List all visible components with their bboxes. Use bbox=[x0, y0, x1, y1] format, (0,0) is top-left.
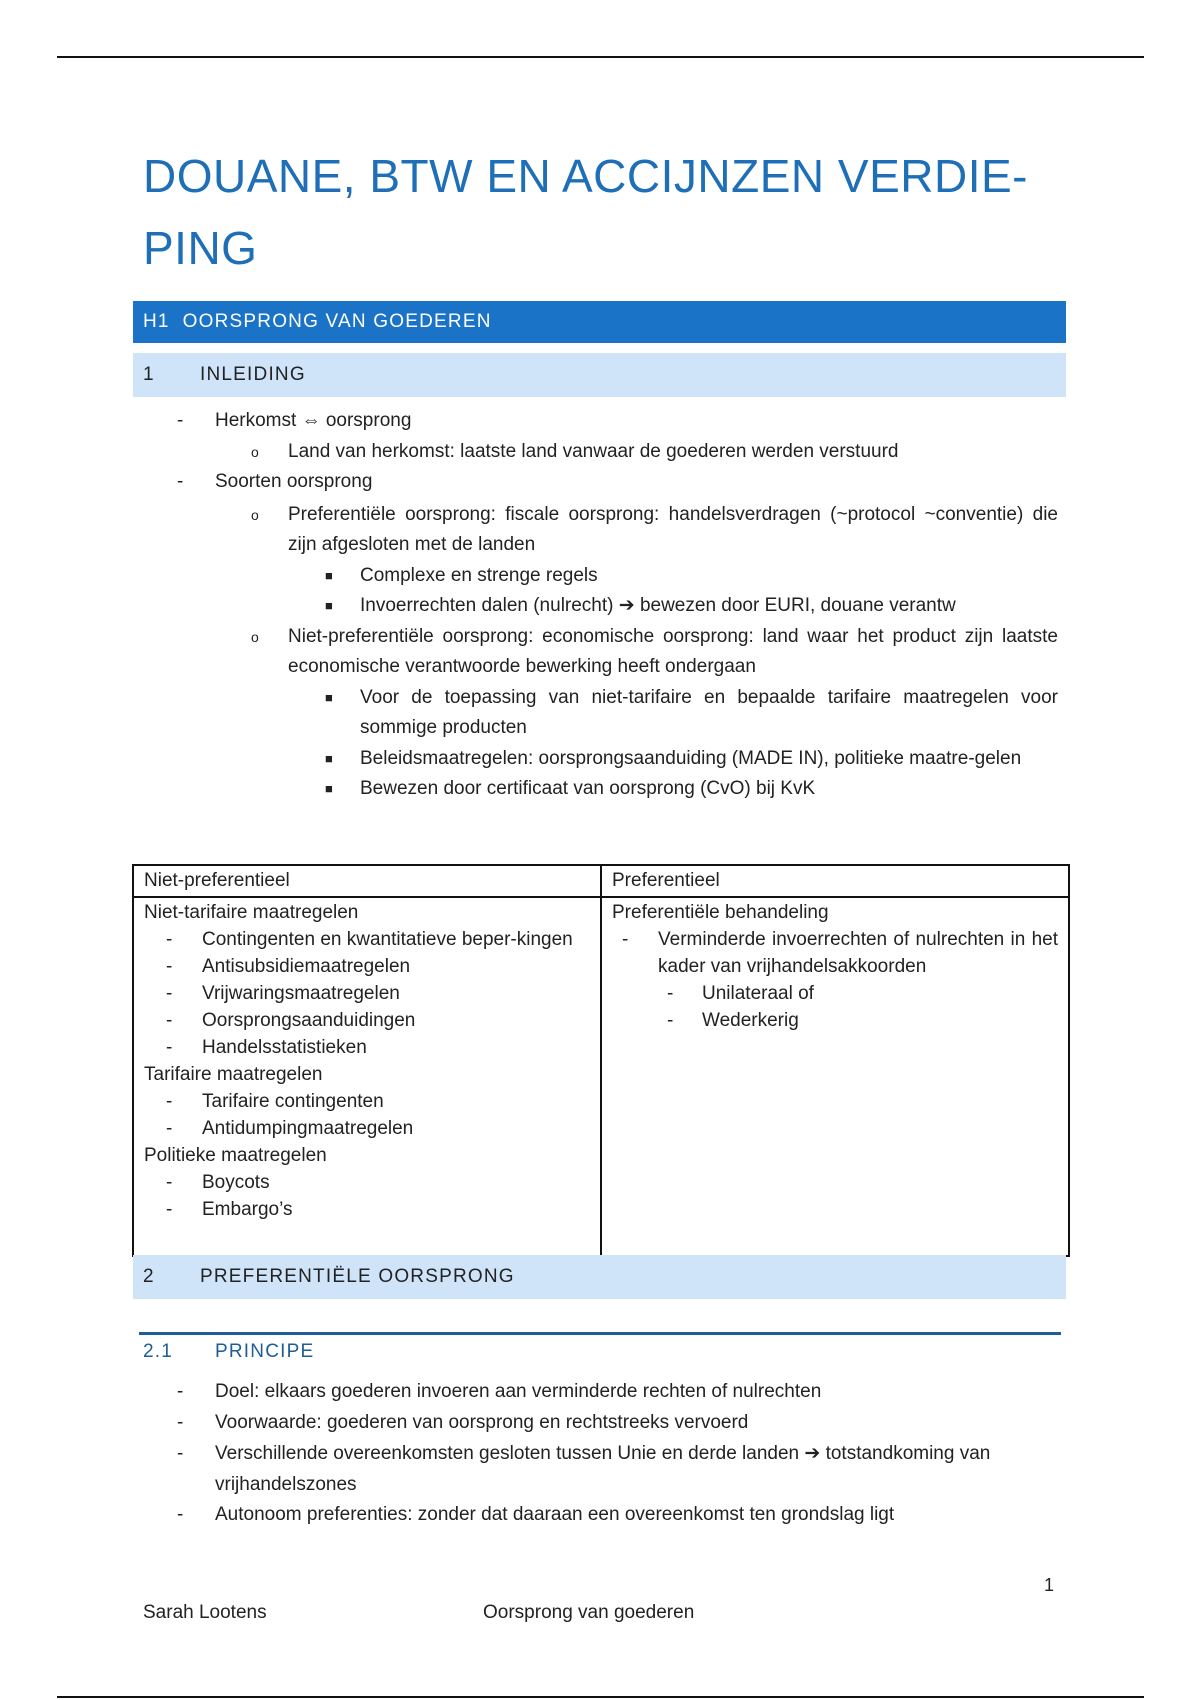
section1-list bbox=[143, 406, 1058, 805]
subsection-heading bbox=[143, 1337, 315, 1367]
table-group-heading: Niet-tarifaire maatregelen bbox=[144, 902, 359, 923]
dash-bullet: - bbox=[177, 1504, 184, 1525]
section-number: 1 bbox=[143, 364, 155, 385]
square-bullet: ■ bbox=[325, 781, 333, 796]
square-bullet: ■ bbox=[325, 567, 333, 583]
table-list-item: - Embargo’s bbox=[166, 1199, 293, 1220]
list-item: - Soorten oorsprong bbox=[143, 467, 1058, 498]
footer-topic: Oorsprong van goederen bbox=[483, 1602, 695, 1623]
table-list-item: - Handelsstatistieken bbox=[166, 1037, 367, 1058]
table-header-cell: Niet-preferentieel bbox=[133, 865, 601, 897]
section-title: INLEIDING bbox=[200, 364, 306, 385]
table-group-heading: Tarifaire maatregelen bbox=[144, 1064, 323, 1085]
subsection-number: 2.1 bbox=[143, 1341, 174, 1362]
comparison-table bbox=[132, 864, 1070, 1257]
table-list-item: - Vrijwaringsmaatregelen bbox=[166, 983, 400, 1004]
table-list-item: - Tarifaire contingenten bbox=[166, 1091, 384, 1112]
circle-bullet: o bbox=[251, 506, 259, 523]
dash-bullet: - bbox=[177, 1443, 184, 1464]
list-item: - Verschillende overeenkomsten gesloten tussen Unie en derde landen ➔ totstandkoming van vrijhandelszones bbox=[143, 1439, 1058, 1500]
table-header-row bbox=[133, 865, 1069, 897]
section-number: 2 bbox=[143, 1266, 155, 1287]
table-header-cell: Preferentieel bbox=[601, 865, 1069, 897]
subsection-rule bbox=[139, 1332, 1061, 1335]
chapter-heading bbox=[133, 301, 1066, 343]
table-list-item: - Verminderde invoerrechten of nulrechten in het kader van vrijhandelsakkoorden bbox=[622, 929, 1058, 977]
circle-bullet: o bbox=[251, 628, 259, 645]
list-item: ■ Beleidsmaatregelen: oorsprongsaanduiding (MADE IN), politieke maatre-gelen bbox=[143, 744, 1058, 775]
dash-bullet: - bbox=[177, 410, 184, 431]
table-list-item: - Antidumpingmaatregelen bbox=[166, 1118, 414, 1139]
chapter-heading-label: H1 OORSPRONG VAN GOEDEREN bbox=[143, 311, 492, 332]
table-row bbox=[133, 897, 1069, 1256]
table-list-item: - Wederkerig bbox=[667, 1010, 799, 1031]
subsection-title: PRINCIPE bbox=[215, 1341, 315, 1362]
square-bullet: ■ bbox=[325, 598, 333, 613]
footer-author: Sarah Lootens bbox=[143, 1602, 267, 1623]
list-item: - Autonoom preferenties: zonder dat daaraan een overeenkomst ten grondslag ligt bbox=[143, 1500, 1058, 1531]
dash-bullet: - bbox=[177, 1381, 184, 1402]
list-item: o Preferentiële oorsprong: fiscale oorsprong: handelsverdragen (~protocol ~conventie) die zijn afgesloten met de landen bbox=[143, 500, 1058, 561]
dash-bullet: - bbox=[177, 1411, 184, 1433]
list-item: - Doel: elkaars goederen invoeren aan verminderde rechten of nulrechten bbox=[143, 1377, 1058, 1408]
list-item: ■ Invoerrechten dalen (nulrecht) ➔ bewezen door EURI, douane verantw bbox=[143, 591, 1058, 622]
document-title bbox=[143, 140, 1083, 284]
section-heading-2 bbox=[133, 1255, 1066, 1299]
circle-bullet: o bbox=[251, 443, 259, 460]
list-item: ■ Complexe en strenge regels bbox=[143, 561, 1058, 592]
table-list-item: - Antisubsidiemaatregelen bbox=[166, 956, 411, 977]
square-bullet: ■ bbox=[325, 750, 333, 766]
table-cell-niet-preferentieel bbox=[133, 897, 601, 1256]
bottom-rule bbox=[57, 1696, 1144, 1698]
section-title: PREFERENTIËLE OORSPRONG bbox=[200, 1266, 515, 1287]
list-item: - Voorwaarde: goederen van oorsprong en rechtstreeks vervoerd bbox=[143, 1408, 1058, 1439]
title-line-1: DOUANE, BTW EN ACCIJNZEN VERDIE- bbox=[143, 150, 1028, 202]
list-item: o Land van herkomst: laatste land vanwaar de goederen werden verstuurd bbox=[143, 437, 1058, 468]
page-number: 1 bbox=[1044, 1575, 1055, 1595]
table-list-item: - Boycots bbox=[166, 1172, 270, 1193]
table-list-item: - Oorsprongsaanduidingen bbox=[166, 1010, 416, 1031]
list-item: - Herkomst ⇔ oorsprong bbox=[143, 406, 1058, 437]
list-item: ■ Bewezen door certificaat van oorsprong (CvO) bij KvK bbox=[143, 774, 1058, 805]
section21-list bbox=[143, 1377, 1058, 1531]
table-list-item: - Unilateraal of bbox=[667, 983, 814, 1004]
list-item: ■ Voor de toepassing van niet-tarifaire en bepaalde tarifaire maatregelen voor sommige producten bbox=[143, 683, 1058, 744]
section-heading-1 bbox=[133, 353, 1066, 397]
square-bullet: ■ bbox=[325, 689, 333, 705]
table-group-heading: Preferentiële behandeling bbox=[612, 902, 829, 923]
table-cell-preferentieel bbox=[601, 897, 1069, 1256]
title-line-2: PING bbox=[143, 222, 258, 274]
top-rule bbox=[57, 56, 1144, 58]
table-list-item: - Contingenten en kwantitatieve beper-kingen bbox=[166, 929, 573, 950]
table-group-heading: Politieke maatregelen bbox=[144, 1145, 327, 1166]
dash-bullet: - bbox=[177, 471, 184, 492]
list-item: o Niet-preferentiële oorsprong: economische oorsprong: land waar het product zijn laatste economische verantwoorde bewerking heeft ondergaan bbox=[143, 622, 1058, 683]
